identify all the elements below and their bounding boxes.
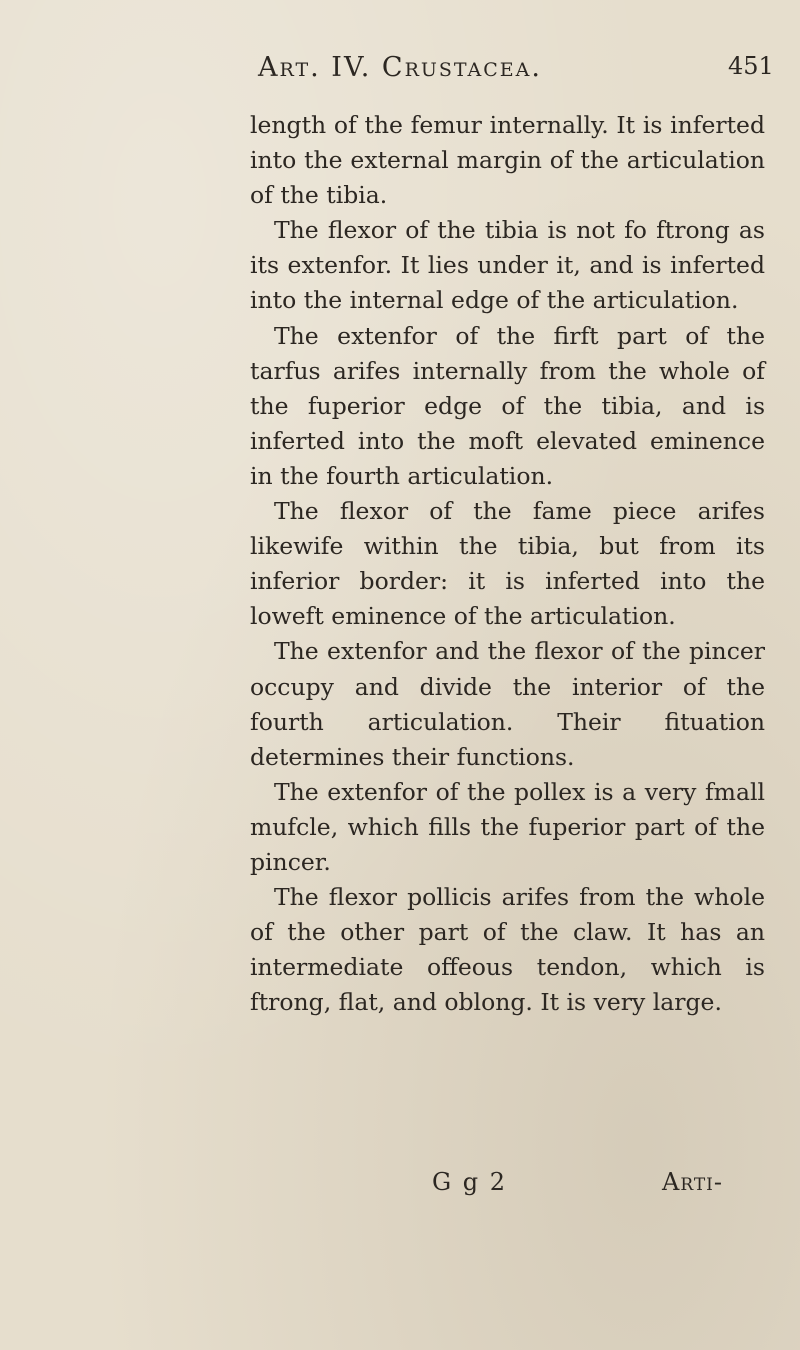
running-head: Art. IV. Crustacea. xyxy=(258,52,542,83)
page-footer xyxy=(0,1168,800,1208)
paragraph-flexor-tibia: The flexor of the tibia is not fo ftrong as its extenfor. It lies under it, and is inferted into the internal edge of the articulation. xyxy=(250,216,765,315)
paragraph-femur-continuation: length of the femur internally. It is inferted into the external margin of the articulation of the tibia. xyxy=(250,111,765,210)
page-number: 451 xyxy=(728,52,774,80)
page-header xyxy=(0,52,800,92)
catchword: Arti- xyxy=(662,1168,723,1196)
paragraph-flexor-pollicis: The flexor pollicis arifes from the whole of the other part of the claw. It has an intermediate offeous tendon, which is ftrong, flat, and oblong. It is very large. xyxy=(250,883,765,1017)
paragraph-flexor-same-piece: The flexor of the fame piece arifes likewife within the tibia, but from its inferior border: it is inferted into the loweft eminence of the articulation. xyxy=(250,497,765,631)
paragraph-extensor-tarsus: The extenfor of the firft part of the tarfus arifes internally from the whole of the fuperior edge of the tibia, and is inferted into the moft elevated eminence in the fourth articulation. xyxy=(250,321,765,490)
paragraph-pincer-muscles: The extenfor and the flexor of the pincer occupy and divide the interior of the fourth articulation. Their fituation determines their functions. xyxy=(250,637,765,771)
paragraph-extensor-pollex: The extenfor of the pollex is a very fmall mufcle, which fills the fuperior part of the pincer. xyxy=(250,777,765,876)
body-text xyxy=(250,108,765,1020)
signature-mark: G g 2 xyxy=(432,1168,508,1196)
